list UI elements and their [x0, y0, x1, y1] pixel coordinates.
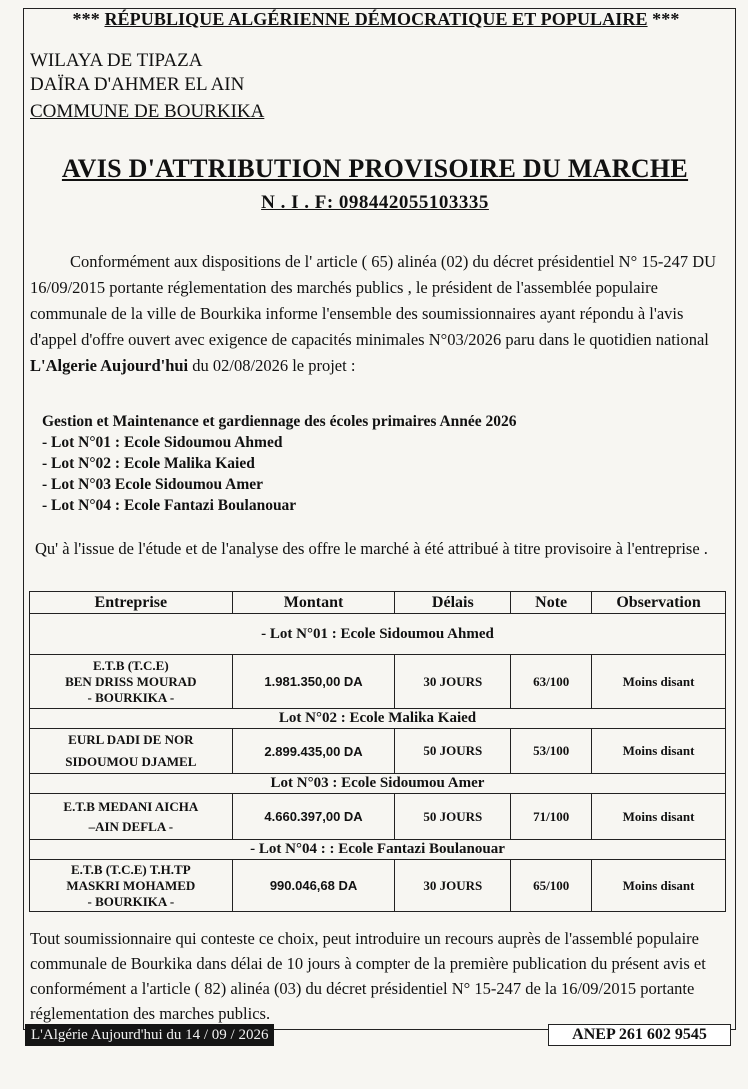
montant-cell: 990.046,68 DA — [232, 860, 395, 912]
entreprise-line: SIDOUMOU DJAMEL — [65, 754, 197, 769]
entreprise-line: MASKRI MOHAMED — [66, 877, 196, 893]
montant-cell: 2.899.435,00 DA — [232, 729, 395, 774]
lot-label: - Lot N°04 : : Ecole Fantazi Boulanouar — [30, 840, 726, 860]
col-header-observation: Observation — [592, 592, 726, 614]
delais-cell: 50 JOURS — [395, 729, 511, 774]
project-lot-2: - Lot N°02 : Ecole Malika Kaied — [42, 455, 255, 472]
delais-cell: 50 JOURS — [395, 794, 511, 840]
entreprise-line: E.T.B MEDANI AICHA — [63, 798, 199, 814]
observation-cell: Moins disant — [592, 860, 726, 912]
intro-text-after: du 02/08/2026 le projet : — [188, 356, 356, 375]
lot-label: - Lot N°01 : Ecole Sidoumou Ahmed — [30, 614, 726, 655]
delais-cell: 30 JOURS — [395, 860, 511, 912]
notice-title: AVIS D'ATTRIBUTION PROVISOIRE DU MARCHE — [61, 154, 689, 183]
montant-cell: 1.981.350,00 DA — [232, 655, 395, 709]
entreprise-line: E.T.B (T.C.E) — [92, 657, 169, 673]
lot-row — [30, 709, 726, 729]
col-header-note: Note — [511, 592, 592, 614]
attribution-statement: Qu' à l'issue de l'étude et de l'analyse des offre le marché à été attribué à titre provisoire à l'entreprise . — [35, 539, 708, 558]
project-lot-3: - Lot N°03 Ecole Sidoumou Amer — [42, 476, 264, 493]
project-title: Gestion et Maintenance et gardiennage des écoles primaires Année 2026 — [42, 413, 517, 430]
lot-row — [30, 774, 726, 794]
entreprise-cell — [30, 860, 233, 912]
note-cell: 71/100 — [511, 794, 592, 840]
republic-name: RÉPUBLIQUE ALGÉRIENNE DÉMOCRATIQUE ET POPULAIRE — [104, 9, 648, 29]
intro-text-before: Conformément aux dispositions de l' article ( 65) alinéa (02) du décret présidentiel N° 15-247 DU 16/09/2015 portante réglementation des marchés publics , le président de l'assemblée populaire communale de la ville de Bourkika informe l'ensemble des soumissionnaires ayant répondu à l'avis d'appel d'offre ouvert avec exigence de capacités minimales N°03/2026 paru dans le quotidien national — [30, 252, 717, 349]
header-stars-right: *** — [652, 9, 680, 29]
anep-reference: ANEP 261 602 9545 — [548, 1024, 731, 1046]
newspaper-name: L'Algerie Aujourd'hui — [30, 356, 189, 375]
project-lot-4: - Lot N°04 : Ecole Fantazi Boulanouar — [42, 497, 297, 514]
wilaya-line: WILAYA DE TIPAZA — [30, 50, 203, 71]
project-lot-1: - Lot N°01 : Ecole Sidoumou Ahmed — [42, 434, 283, 451]
project-block — [42, 411, 517, 516]
publication-source: L'Algérie Aujourd'hui du 14 / 09 / 2026 — [25, 1024, 274, 1046]
daira-line: DAÏRA D'AHMER EL AIN — [30, 74, 245, 95]
delais-cell: 30 JOURS — [395, 655, 511, 709]
table-row — [30, 860, 726, 912]
col-header-delais: Délais — [395, 592, 511, 614]
table-row — [30, 729, 726, 774]
appeal-paragraph: Tout soumissionnaire qui conteste ce choix, peut introduire un recours auprès de l'assemblé populaire communale de Bourkika dans délai de 10 jours à compter de la première publication du présent avis et conformément a l'article ( 82) alinéa (03) du décret présidentiel N° 15-247 de la 16/09/2015 portante réglementation des marches publics. — [30, 929, 706, 1023]
entreprise-line: BEN DRISS MOURAD — [65, 673, 197, 689]
lot-label: Lot N°03 : Ecole Sidoumou Amer — [30, 774, 726, 794]
lot-row — [30, 614, 726, 655]
note-cell: 53/100 — [511, 729, 592, 774]
entreprise-line: –AIN DEFLA - — [88, 818, 174, 834]
entreprise-cell — [30, 729, 233, 774]
entreprise-line: E.T.B (T.C.E) T.H.TP — [70, 861, 191, 877]
header-stars-left: *** — [72, 9, 100, 29]
observation-cell: Moins disant — [592, 729, 726, 774]
col-header-entreprise: Entreprise — [30, 592, 233, 614]
nif-number: N . I . F: 098442055103335 — [261, 192, 489, 213]
entreprise-line: EURL DADI DE NOR — [68, 732, 194, 747]
table-header-row — [30, 592, 726, 614]
entreprise-cell — [30, 794, 233, 840]
table-row — [30, 794, 726, 840]
note-cell: 63/100 — [511, 655, 592, 709]
lot-row — [30, 840, 726, 860]
commune-line: COMMUNE DE BOURKIKA — [30, 101, 265, 122]
lot-label: Lot N°02 : Ecole Malika Kaied — [30, 709, 726, 729]
note-cell: 65/100 — [511, 860, 592, 912]
intro-paragraph — [30, 249, 723, 379]
observation-cell: Moins disant — [592, 794, 726, 840]
col-header-montant: Montant — [232, 592, 395, 614]
table-row — [30, 655, 726, 709]
observation-cell: Moins disant — [592, 655, 726, 709]
entreprise-line: - BOURKIKA - — [87, 893, 175, 909]
montant-cell: 4.660.397,00 DA — [232, 794, 395, 840]
results-table — [29, 591, 726, 912]
entreprise-line: - BOURKIKA - — [87, 689, 175, 705]
entreprise-cell — [30, 655, 233, 709]
republic-header — [30, 9, 722, 30]
